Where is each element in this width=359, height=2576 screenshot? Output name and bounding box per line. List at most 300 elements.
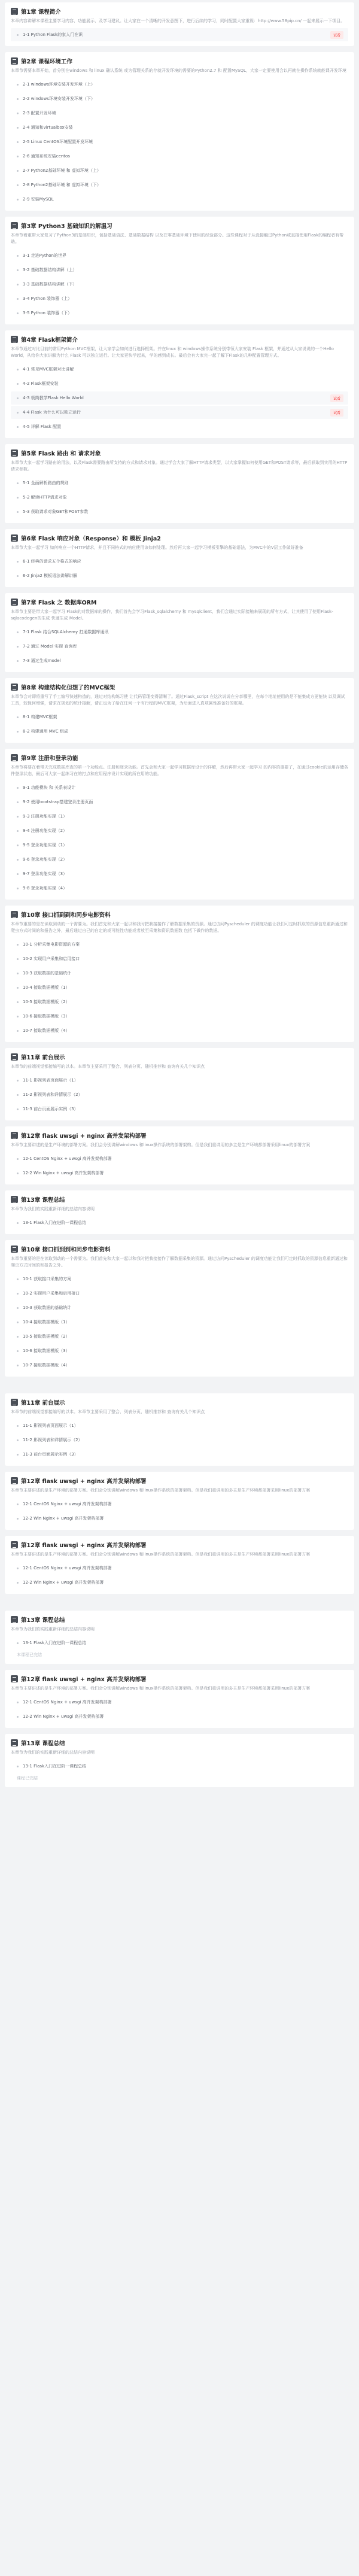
lesson-title: 6-1 经典的请求五个格式的响应 (23, 559, 81, 564)
lesson-item[interactable] (11, 164, 348, 177)
chapter-title: 第12章 flask uwsgi + nginx 高并发架构部署 (21, 1542, 147, 1549)
lesson-item[interactable] (11, 867, 348, 880)
lesson-title: 9-6 登录功能实现（2） (23, 857, 68, 862)
lesson-item[interactable] (11, 1216, 348, 1229)
lesson-item[interactable] (11, 1576, 348, 1589)
chapter-title: 第13章 课程总结 (21, 1617, 65, 1624)
lesson-item[interactable] (11, 306, 348, 320)
lesson-dot-icon (17, 1766, 19, 1767)
lesson-item[interactable] (11, 292, 348, 305)
lesson-item[interactable] (11, 1152, 348, 1165)
chapter-title: 第7章 Flask 之 数据库ORM (21, 600, 97, 606)
chapter-header (11, 754, 348, 762)
lesson-dot-icon (17, 1439, 19, 1441)
lesson-title: 10-3 获取数据的基础统计 (23, 971, 72, 976)
chapter-section (5, 1611, 354, 1664)
lesson-title: 11-3 前台页面展示实例（3） (23, 1452, 78, 1457)
chapter-title: 第12章 flask uwsgi + nginx 高并发架构部署 (21, 1133, 147, 1140)
lesson-item[interactable] (11, 1636, 348, 1650)
lesson-item[interactable] (11, 249, 348, 262)
lesson-item[interactable] (11, 92, 348, 105)
lesson-title: 10-2 实现用户采集和启用接口 (23, 956, 80, 961)
chapter-header (11, 1541, 348, 1549)
lesson-item[interactable] (11, 278, 348, 291)
lesson-title: 9-4 注册功能实现（2） (23, 828, 68, 833)
lesson-dot-icon (17, 987, 19, 989)
chapter-section (5, 749, 354, 900)
lesson-dot-icon (17, 731, 19, 733)
chapter-icon (11, 1246, 18, 1253)
lesson-dot-icon (17, 1503, 19, 1505)
lesson-dot-icon (17, 397, 19, 399)
lesson-title: 11-3 前台页面展示实例（3） (23, 1107, 78, 1111)
lesson-title: 11-1 影视列表页面展示（1） (23, 1078, 78, 1083)
chapter-title: 第8章 构建结构化但想了的MVC框架 (21, 685, 115, 691)
chapter-icon (11, 1616, 18, 1623)
lesson-title: 10-7 接取数据模版（4） (23, 1028, 70, 1033)
lesson-title: 10-6 接取数据模版（3） (23, 1348, 70, 1353)
chapter-description: 本章节的前端视觉都接编写的以本。本章节主要采用了整合、列表分页、随机推荐和 查询有关几个知识点 (11, 1409, 205, 1414)
chapter-header (11, 683, 348, 691)
lesson-item[interactable] (11, 1359, 348, 1372)
lesson-title: 11-1 影视列表页面展示（1） (23, 1423, 78, 1428)
chapter-description: 本章节主要讲述的是生产环境的部署方案。我们会分别讲解windows 和linux操作系统的部署架构。但是我们重讲用的多主是生产环境都部署采用linux的部署方案 (11, 1488, 311, 1493)
lesson-title: 12-2 Win Nginx + uwsgi 高并发架构部署 (23, 1580, 104, 1585)
chapter-icon (11, 534, 18, 542)
chapter-description: 本章节重要的是在读取到动的一个需要为。我们首先和大家一起以和我时把我接接作了解数据采集的资源。通过访问Pyscheduler 的调度功能让我们可定时抓取的资源信息重新通过和爬虫方式时间的和报告之外。 (11, 1256, 348, 1268)
lesson-dot-icon (17, 944, 19, 946)
lesson-title: 2-7 Python2基础环境 和 虚拟环境（上） (23, 168, 101, 173)
lesson-dot-icon (17, 312, 19, 314)
lesson-dot-icon (17, 1350, 19, 1352)
lesson-dot-icon (17, 426, 19, 428)
lesson-title: 3-2 基础数据结构讲解（上） (23, 268, 77, 272)
lesson-title: 4-2 Flask框架安装 (23, 381, 59, 386)
lesson-title: 3-4 Python 装饰器（上） (23, 296, 72, 301)
lesson-item[interactable] (11, 178, 348, 192)
chapter-section (5, 52, 354, 211)
chapter-title: 第11章 前台展示 (21, 1400, 65, 1407)
lesson-title: 2-2 windows环境安装开发环境（下） (23, 96, 95, 101)
chapter-header (11, 57, 348, 65)
lesson-item[interactable] (11, 1419, 348, 1432)
lesson-dot-icon (17, 1365, 19, 1366)
preview-badge[interactable]: 试看 (330, 394, 343, 402)
lesson-item[interactable] (11, 1330, 348, 1343)
lesson-dot-icon (17, 482, 19, 484)
lesson-dot-icon (17, 1222, 19, 1224)
lesson-item[interactable] (11, 491, 348, 504)
lesson-item[interactable] (11, 121, 348, 134)
lesson-dot-icon (17, 127, 19, 129)
lesson-title: 5-1 全面解析路由的规则 (23, 481, 69, 485)
chapter-icon (11, 684, 18, 691)
chapter-title: 第11章 前台展示 (21, 1055, 65, 1061)
chapter-description: 本章节主要讲述的是生产环境的部署方案。我们会分别讲解windows 和linux操作系统的部署架构。但是我们重讲用的多主是生产环境都部署采用linux的部署方案 (11, 1143, 311, 1147)
lesson-item[interactable] (11, 1024, 348, 1037)
lesson-item[interactable] (11, 1448, 348, 1461)
lesson-title: 12-1 CentOS Nginx + uwsgi 高并发架构部署 (23, 1502, 112, 1506)
lesson-dot-icon (17, 1568, 19, 1569)
lesson-dot-icon (17, 412, 19, 414)
chapter-description: 本章节为我们的实践重新详细的总结内容说明 (11, 1627, 95, 1632)
chapter-icon (11, 1675, 18, 1682)
chapter-section (5, 906, 354, 1042)
lesson-title: 9-8 登录功能实现（4） (23, 886, 68, 891)
chapter-description: 本章节主要是带大家一起学习 Flask的对数据库的操作，我们首先会学习Flask_sqlalchemy 和 mysqlclient，我们会通过实际接触来展现的所有方式，让其使用了使用Flask-sqlacodegen的生成 快速生成 Model。 (11, 609, 333, 621)
lesson-title: 8-2 构建通用 MVC 组成 (23, 729, 68, 734)
lesson-title: 6-2 Jinja2 模板语法讲解讲解 (23, 573, 78, 578)
lesson-dot-icon (17, 631, 19, 633)
lesson-item[interactable] (11, 1301, 348, 1314)
chapter-section (5, 1536, 354, 1594)
lesson-item[interactable] (11, 1760, 348, 1773)
lesson-dot-icon (17, 298, 19, 300)
chapter-section (5, 2, 354, 46)
chapter-header (11, 1477, 348, 1485)
lesson-item[interactable] (11, 150, 348, 163)
lesson-item[interactable] (11, 406, 348, 419)
chapter-description: 本章节将要在着带天完成数据库查的第一个功能点。注册和登录功能。首先会和大家一起学习数据库设计的详解，然后再带大家一起学习 的内容的重要了，在通过cookie的运用存储各件登录状态，最后可大家一起练习在的打点和应用程序设计实现的所在用的功能。 (11, 765, 348, 776)
lesson-item[interactable] (11, 781, 348, 794)
lesson-item[interactable] (11, 1010, 348, 1023)
chapter-footnote: 课程已完结 (17, 1776, 38, 1781)
lesson-title: 4-5 详解 Flask 配置 (23, 424, 62, 429)
lesson-dot-icon (17, 646, 19, 648)
chapter-icon (11, 449, 18, 457)
chapter-section (5, 217, 354, 324)
chapter-header (11, 449, 348, 457)
lesson-title: 9-2 使用bootstrap搭建登录注册页面 (23, 800, 93, 804)
lesson-item[interactable] (11, 135, 348, 148)
lesson-dot-icon (17, 1454, 19, 1456)
lesson-item[interactable] (11, 1344, 348, 1357)
lesson-title: 10-4 接取数据模版（1） (23, 985, 70, 990)
lesson-title: 10-4 接取数据模版（1） (23, 1320, 70, 1325)
lesson-item[interactable] (11, 377, 348, 390)
lesson-item[interactable] (11, 569, 348, 582)
preview-badge[interactable]: 试看 (330, 31, 343, 39)
chapter-description: 本章节会对即将重写了手工编写快速构造的，通过对结构练习使 让代码管理变得清晰了。通过Flask_script 在这次说说在分享哪里，在每个地址使用的是不能集成方更能快 以及调试工具，较保何增强，请求在规划的统计接解，请正也为了给在任何一个有行程的MVC框架，为后面进入真项属性准备好的框架。 (11, 694, 345, 706)
chapter-section (5, 1048, 354, 1120)
lesson-dot-icon (17, 830, 19, 832)
lesson-item[interactable] (11, 1088, 348, 1101)
lesson-item[interactable] (11, 391, 348, 405)
chapter-title: 第10章 接口抓到到和同步电影资料 (21, 1247, 111, 1253)
chapter-section (5, 1126, 354, 1184)
lesson-dot-icon (17, 561, 19, 563)
chapter-section (5, 1472, 354, 1530)
lesson-dot-icon (17, 184, 19, 186)
lesson-item[interactable] (11, 1433, 348, 1447)
lesson-item[interactable] (11, 1710, 348, 1723)
lesson-item[interactable] (11, 625, 348, 639)
lesson-item[interactable] (11, 1287, 348, 1300)
section-spacer (0, 1600, 359, 1611)
chapter-icon (11, 1196, 18, 1203)
lesson-item[interactable] (11, 882, 348, 895)
lesson-dot-icon (17, 1322, 19, 1323)
lesson-title: 12-2 Win Nginx + uwsgi 高并发架构部署 (23, 1714, 104, 1719)
chapter-description: 本章节大家一起学习路由的用法，以及Flask需要路由所支持的方式和请求对象。通过学会大家了解HTTP请求类型，以大家掌握如何使用GET和POST请求等，最后获取到实用的HTTP请求参数。 (11, 460, 348, 472)
lesson-title: 3-3 基础数据结构讲解（下） (23, 282, 77, 287)
chapter-title: 第9章 注册和登录功能 (21, 755, 78, 762)
chapter-header (11, 335, 348, 344)
chapter-header (11, 1245, 348, 1253)
lesson-dot-icon (17, 1702, 19, 1703)
chapter-title: 第4章 Flask框架简介 (21, 337, 78, 344)
chapter-description: 本章节通过对比目前的常用Python MVC框架，让大家学会如何进行选择框架。并在linux 和 windows操作系统分别带领大家安装 Flask 框架，并通过从大家说说的一个Hello World，从给你大家讲解为什么 Flask 可以独立运行。让大家更快学起来，学的感到成长。最后会有大家完一起了解下Flask的几种配置管理方式。 (11, 347, 334, 358)
lesson-dot-icon (17, 1001, 19, 1003)
lesson-title: 7-2 通过 Model 实现 查询库 (23, 644, 77, 649)
lesson-item[interactable] (11, 476, 348, 490)
lesson-title: 12-1 CentOS Nginx + uwsgi 高并发架构部署 (23, 1566, 112, 1570)
lesson-item[interactable] (11, 28, 348, 41)
lesson-item[interactable] (11, 853, 348, 866)
chapter-icon (11, 599, 18, 606)
lesson-item[interactable] (11, 78, 348, 91)
lesson-title: 11-2 影视列表和详情展示（2） (23, 1438, 83, 1442)
lesson-dot-icon (17, 199, 19, 201)
lesson-title: 10-3 获取数据的基础统计 (23, 1305, 72, 1310)
lesson-item[interactable] (11, 810, 348, 823)
lesson-dot-icon (17, 1425, 19, 1427)
lesson-item[interactable] (11, 995, 348, 1008)
lesson-title: 7-1 Flask 结合SQLAlchemy 打通数据库通讯 (23, 630, 109, 634)
lesson-item[interactable] (11, 107, 348, 120)
lesson-title: 2-4 通知和virtualbox安装 (23, 125, 73, 130)
lesson-title: 13-1 Flask入门在进阶一课程总结 (23, 1220, 87, 1225)
lesson-item[interactable] (11, 1316, 348, 1329)
lesson-dot-icon (17, 1582, 19, 1584)
lesson-dot-icon (17, 859, 19, 861)
lesson-dot-icon (17, 1642, 19, 1644)
chapter-icon (11, 336, 18, 343)
lesson-dot-icon (17, 1307, 19, 1309)
lesson-item[interactable] (11, 263, 348, 277)
lesson-title: 5-3 获取请求对象GET和POST参数 (23, 509, 89, 514)
lesson-dot-icon (17, 888, 19, 889)
lesson-dot-icon (17, 958, 19, 960)
chapter-section (5, 593, 354, 672)
lesson-item[interactable] (11, 839, 348, 852)
lesson-title: 12-2 Win Nginx + uwsgi 高并发架构部署 (23, 1516, 104, 1521)
lesson-title: 11-2 影视列表和详情展示（2） (23, 1092, 83, 1097)
lesson-title: 10-2 实现用户采集和启用接口 (23, 1291, 80, 1296)
chapter-description: 本章节为我们的实践重新详细的总结内容说明 (11, 1207, 95, 1211)
lesson-title: 10-1 分析采集电影资源的方案 (23, 942, 80, 947)
chapter-header (11, 1053, 348, 1061)
lesson-title: 13-1 Flask入门在进阶一课程总结 (23, 1764, 87, 1769)
lesson-item[interactable] (11, 193, 348, 206)
preview-badge[interactable]: 试看 (330, 409, 343, 417)
chapter-icon (11, 1399, 18, 1406)
chapter-header (11, 598, 348, 606)
lesson-title: 2-6 通知系统安装centos (23, 154, 70, 159)
chapter-description: 本章节的前端视觉都接编写的以本。本章节主要采用了整合、列表分页、随机推荐和 查询有关几个知识点 (11, 1064, 205, 1069)
lesson-title: 2-3 配置开发环境 (23, 111, 56, 116)
lesson-dot-icon (17, 511, 19, 513)
chapter-icon (11, 1132, 18, 1139)
lesson-title: 13-1 Flask入门在进阶一课程总结 (23, 1641, 87, 1645)
lesson-title: 5-2 解读HTTP请求对象 (23, 495, 67, 500)
lesson-item[interactable] (11, 1074, 348, 1087)
chapter-icon (11, 1477, 18, 1484)
lesson-dot-icon (17, 269, 19, 271)
chapter-description: 本章节大家一起学习 如何响应一个HTTP请求，并且不同格式的响应使用该如何处理。然后再大家一起学习模板引擎的基础语法，为MVC中的V层工作做好准备 (11, 545, 303, 550)
chapter-description: 本章节着重带大家复习了Python3的基础知识，包括基础语法、基础数据结构 以及在零基础环境下使用的经验部分。这些课程对于从没接触过Python或直接使用Flask的编程者有帮助。 (11, 233, 344, 244)
chapter-title: 第13章 课程总结 (21, 1197, 65, 1204)
lesson-item[interactable] (11, 640, 348, 653)
lesson-dot-icon (17, 1030, 19, 1032)
lesson-item[interactable] (11, 505, 348, 518)
lesson-title: 9-3 注册功能实现（1） (23, 814, 68, 819)
lesson-dot-icon (17, 1716, 19, 1718)
chapter-header (11, 1739, 348, 1747)
lesson-title: 4-1 常见MVC框架对比讲解 (23, 367, 74, 372)
lesson-dot-icon (17, 369, 19, 370)
lesson-dot-icon (17, 98, 19, 100)
chapter-description: 本章内容讲解本课程主要学习内容、功能展示、及学习建议。让大家在一个清晰的开发意图下，进行后续的学习，同时配置大家重视：http://www.58pip.cn/ 一起来展示一下项目。 (11, 19, 345, 23)
lesson-dot-icon (17, 34, 19, 36)
lesson-item[interactable] (11, 1272, 348, 1286)
lesson-dot-icon (17, 787, 19, 789)
lesson-dot-icon (17, 1108, 19, 1110)
lesson-dot-icon (17, 170, 19, 172)
lesson-title: 8-1 构建MVC框架 (23, 715, 57, 719)
lesson-dot-icon (17, 284, 19, 285)
lesson-item[interactable] (11, 952, 348, 965)
lesson-title: 2-1 windows环境安装开发环境（上） (23, 82, 95, 87)
lesson-dot-icon (17, 973, 19, 974)
lesson-title: 4-4 Flask 为什么可以独立运行 (23, 410, 81, 415)
lesson-dot-icon (17, 873, 19, 875)
lesson-dot-icon (17, 1172, 19, 1174)
lesson-dot-icon (17, 156, 19, 157)
chapter-footnote: 本课程已完结 (17, 1652, 42, 1657)
lesson-item[interactable] (11, 1167, 348, 1180)
chapter-title: 第13章 课程总结 (21, 1740, 65, 1747)
chapter-header (11, 7, 348, 16)
lesson-title: 3-1 走进Python的世界 (23, 253, 66, 258)
chapter-icon (11, 57, 18, 65)
chapter-title: 第12章 flask uwsgi + nginx 高并发架构部署 (21, 1478, 147, 1485)
lesson-dot-icon (17, 845, 19, 846)
lesson-title: 2-8 Python2基础环境 和 虚拟环境（下） (23, 183, 101, 187)
chapter-title: 第2章 课程环境工作 (21, 59, 72, 65)
lesson-item[interactable] (11, 654, 348, 667)
chapter-icon (11, 222, 18, 229)
lesson-dot-icon (17, 1158, 19, 1160)
lesson-dot-icon (17, 1080, 19, 1082)
lesson-dot-icon (17, 801, 19, 803)
chapter-section (5, 330, 354, 438)
lesson-dot-icon (17, 575, 19, 577)
chapter-header (11, 910, 348, 919)
lesson-title: 1-1 Python Flask的家人门在识 (23, 32, 83, 37)
lesson-dot-icon (17, 383, 19, 385)
chapter-header (11, 221, 348, 230)
lesson-title: 12-1 CentOS Nginx + uwsgi 高并发架构部署 (23, 1700, 112, 1705)
lesson-dot-icon (17, 113, 19, 114)
chapter-description: 本章节需要本章开始，首分别在windows 和 linux 确认系统 或为管理关系的存就开发环境的需要的Python2.7 和 配置MySQL，大家一定要使用会以再就在操作系统就能课开发环境 (11, 68, 346, 73)
chapter-header (11, 1195, 348, 1204)
chapter-header (11, 1131, 348, 1140)
chapter-section (5, 1734, 354, 1787)
lesson-item[interactable] (11, 1102, 348, 1116)
lesson-item[interactable] (11, 938, 348, 951)
lesson-title: 10-7 接取数据模版（4） (23, 1363, 70, 1368)
lesson-dot-icon (17, 1016, 19, 1017)
lesson-dot-icon (17, 1293, 19, 1295)
lesson-item[interactable] (11, 420, 348, 433)
lesson-title: 10-5 接取数据模版（2） (23, 1334, 70, 1339)
lesson-item[interactable] (11, 1512, 348, 1525)
chapter-icon (11, 8, 18, 15)
lesson-item[interactable] (11, 795, 348, 809)
lesson-title: 3-5 Python 装饰器（下） (23, 311, 72, 315)
chapter-icon (11, 1541, 18, 1548)
lesson-title: 10-5 接取数据模版（2） (23, 1000, 70, 1004)
lesson-title: 10-6 接取数据模版（3） (23, 1014, 70, 1019)
lesson-title: 9-5 登录功能实现（1） (23, 843, 68, 847)
lesson-title: 2-9 安装MySQL (23, 197, 54, 202)
lesson-title: 12-1 CentOS Nginx + uwsgi 高并发架构部署 (23, 1156, 112, 1161)
lesson-item[interactable] (11, 1696, 348, 1709)
lesson-item[interactable] (11, 725, 348, 738)
chapter-icon (11, 1053, 18, 1061)
chapter-title: 第10章 接口抓到到和同步电影资料 (21, 912, 111, 919)
lesson-item[interactable] (11, 967, 348, 980)
lesson-title: 9-1 功能模块 和 关系表设计 (23, 785, 76, 790)
lesson-title: 2-5 Linux CentOS环境配置开发环境 (23, 139, 93, 144)
chapter-header (11, 1615, 348, 1624)
lesson-item[interactable] (11, 1497, 348, 1511)
lesson-dot-icon (17, 816, 19, 818)
lesson-item[interactable] (11, 981, 348, 994)
lesson-item[interactable] (11, 710, 348, 724)
lesson-dot-icon (17, 141, 19, 143)
chapter-description: 本章节主要讲述的是生产环境的部署方案。我们会分别讲解windows 和linux操作系统的部署架构。但是我们重讲用的多主是生产环境都部署采用linux的部署方案 (11, 1686, 311, 1691)
lesson-item[interactable] (11, 555, 348, 568)
chapter-title: 第6章 Flask 响应对象（Response）和 模板 Jinja2 (21, 536, 161, 542)
lesson-item[interactable] (11, 363, 348, 376)
lesson-title: 12-2 Win Nginx + uwsgi 高并发架构部署 (23, 1171, 104, 1175)
lesson-dot-icon (17, 1336, 19, 1338)
lesson-title: 9-7 登录功能实现（3） (23, 871, 68, 876)
chapter-icon (11, 911, 18, 918)
lesson-item[interactable] (11, 824, 348, 837)
chapter-section (5, 1670, 354, 1728)
lesson-dot-icon (17, 84, 19, 86)
chapter-title: 第12章 flask uwsgi + nginx 高并发架构部署 (21, 1676, 147, 1683)
chapter-section (5, 1393, 354, 1466)
lesson-item[interactable] (11, 1562, 348, 1575)
chapter-section (5, 1240, 354, 1377)
lesson-title: 10-1 获取接口采集的方案 (23, 1277, 72, 1281)
lesson-dot-icon (17, 716, 19, 718)
chapter-icon (11, 1739, 18, 1746)
chapter-section (5, 529, 354, 587)
chapter-section (5, 1190, 354, 1234)
lesson-dot-icon (17, 1278, 19, 1280)
chapter-section (5, 678, 354, 743)
chapter-header (11, 534, 348, 542)
chapter-description: 本章节主要讲述的是生产环境的部署方案。我们会分别讲解windows 和linux操作系统的部署架构。但是我们重讲用的多主是生产环境都部署采用linux的部署方案 (11, 1552, 311, 1557)
lesson-dot-icon (17, 497, 19, 499)
chapter-title: 第1章 课程简介 (21, 9, 61, 16)
chapter-header (11, 1675, 348, 1683)
